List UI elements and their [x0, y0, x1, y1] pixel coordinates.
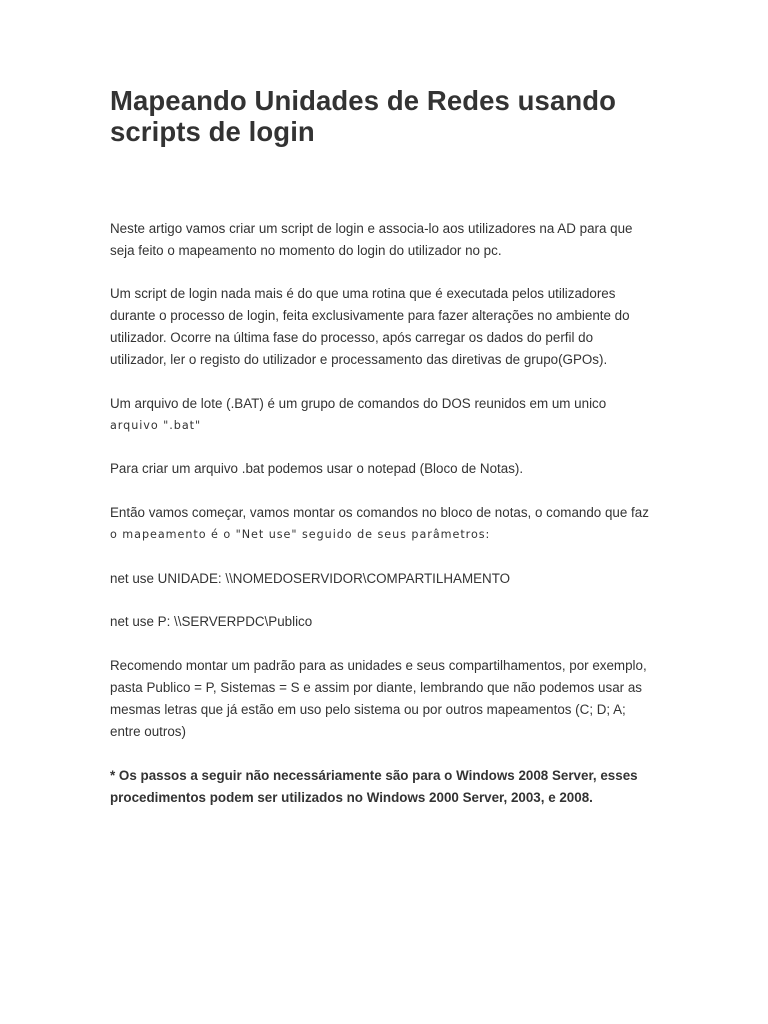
paragraph-line: entre outros) — [110, 724, 186, 739]
command-line: net use UNIDADE: \\NOMEDOSERVIDOR\COMPARTILHAMENTO — [110, 571, 511, 586]
article-title — [110, 85, 670, 147]
paragraph-bat-definition — [110, 393, 606, 437]
paragraph-intro — [110, 218, 633, 262]
paragraph-script-definition — [110, 283, 630, 371]
paragraph-recommendation — [110, 655, 647, 743]
paragraph-line: arquivo ".bat" — [110, 419, 202, 432]
paragraph-line: Um script de login nada mais é do que uma rotina que é executada pelos utilizadores — [110, 286, 616, 301]
article-title-line-2: scripts de login — [110, 116, 315, 147]
paragraph-line: Então vamos começar, vamos montar os comandos no bloco de notas, o comando que faz — [110, 505, 649, 520]
paragraph-line: procedimentos podem ser utilizados no Windows 2000 Server, 2003, e 2008. — [110, 790, 593, 805]
paragraph-net-use-intro — [110, 502, 649, 546]
paragraph-line: Um arquivo de lote (.BAT) é um grupo de comandos do DOS reunidos em um unico — [110, 396, 607, 411]
paragraph-net-use-syntax — [110, 568, 510, 590]
paragraph-line: utilizador. Ocorre na última fase do processo, após carregar os dados do perfil do — [110, 330, 594, 345]
command-line: net use P: \\SERVERPDC\Publico — [110, 614, 313, 629]
paragraph-line: * Os passos a seguir não necessáriamente são para o Windows 2008 Server, esses — [110, 768, 638, 783]
paragraph-line: o mapeamento é o "Net use" seguido de seus parâmetros: — [110, 528, 491, 541]
paragraph-line: utilizador, ler o registo do utilizador e processamento das diretivas de grupo(GPOs). — [110, 352, 608, 367]
paragraph-line: durante o processo de login, feita exclusivamente para fazer alterações no ambiente do — [110, 308, 630, 323]
paragraph-line: seja feito o mapeamento no momento do login do utilizador no pc. — [110, 243, 502, 258]
paragraph-line: pasta Publico = P, Sistemas = S e assim por diante, lembrando que não podemos usar as — [110, 680, 642, 695]
paragraph-line: Neste artigo vamos criar um script de login e associa-lo aos utilizadores na AD para que — [110, 221, 633, 236]
paragraph-net-use-example — [110, 611, 312, 633]
paragraph-note — [110, 765, 638, 809]
paragraph-line: Para criar um arquivo .bat podemos usar o notepad (Bloco de Notas). — [110, 461, 524, 476]
article-title-line-1: Mapeando Unidades de Redes usando — [110, 85, 617, 116]
article — [110, 85, 670, 805]
paragraph-line: Recomendo montar um padrão para as unidades e seus compartilhamentos, por exemplo, — [110, 658, 647, 673]
paragraph-notepad — [110, 458, 523, 480]
paragraph-line: mesmas letras que já estão em uso pelo sistema ou por outros mapeamentos (C; D; A; — [110, 702, 626, 717]
